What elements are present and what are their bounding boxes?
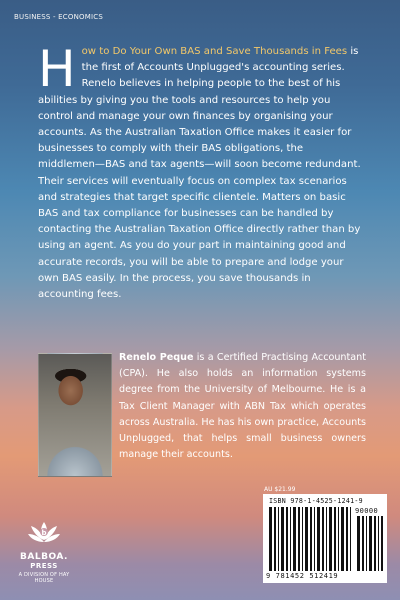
- price-label: AU $21.99: [264, 486, 296, 493]
- drop-cap: H: [38, 40, 76, 98]
- book-title-highlight: ow to Do Your Own BAS and Save Thousands in Fees: [81, 46, 348, 57]
- author-name: Renelo Peque: [119, 352, 194, 363]
- publisher-brand-line2: PRESS: [30, 562, 58, 570]
- blurb-body: is the first of Accounts Unplugged's accounting series. Renelo believes in helping people to the best of his abilities by giving you the tools and resources to help you control and manage your own finances by organising your accounts. As the Australian Taxation Office makes it easier for businesses to comply with their BAS obligations, the middlemen—BAS and tax agents—will soon become redundant. Their services will eventually focus on complex tax scenarios and strategies that target specific clientele. Matters on basic BAS and tax compliance for businesses can be handled by contacting the Australian Taxation Office directly rather than by using an agent. As you do your part in maintaining good and accurate records, you will be able to prepare and lodge your own BAS easily. In the process, you save thousands in accounting fees.: [38, 46, 361, 301]
- category-label: BUSINESS - ECONOMICS: [14, 13, 103, 21]
- svg-text:b: b: [41, 529, 47, 537]
- barcode-bars: [269, 507, 353, 571]
- addon-barcode-bars: [357, 516, 383, 571]
- isbn-text: ISBN 978-1-4525-1241-9: [269, 497, 363, 505]
- publisher-tagline: A DIVISION OF HAY HOUSE: [18, 572, 70, 584]
- barcode-digits: 9 781452 512419: [266, 572, 339, 580]
- publisher-logo: [12, 520, 76, 584]
- author-bio: [119, 350, 366, 463]
- author-photo: [38, 353, 112, 477]
- lotus-icon: [27, 520, 61, 550]
- addon-code: 90000: [355, 507, 379, 515]
- barcode-panel: [263, 494, 387, 583]
- publisher-brand: BALBOA.: [20, 552, 68, 562]
- back-cover-blurb: [38, 40, 362, 303]
- author-bio-text: is a Certified Practising Accountant (CPA). He also holds an information systems degree from the University of Melbourne. He is a Tax Client Manager with ABN Tax which operates across Australia. He has his own practice, Accounts Unplugged, that helps small business owners manage their accounts.: [119, 352, 366, 461]
